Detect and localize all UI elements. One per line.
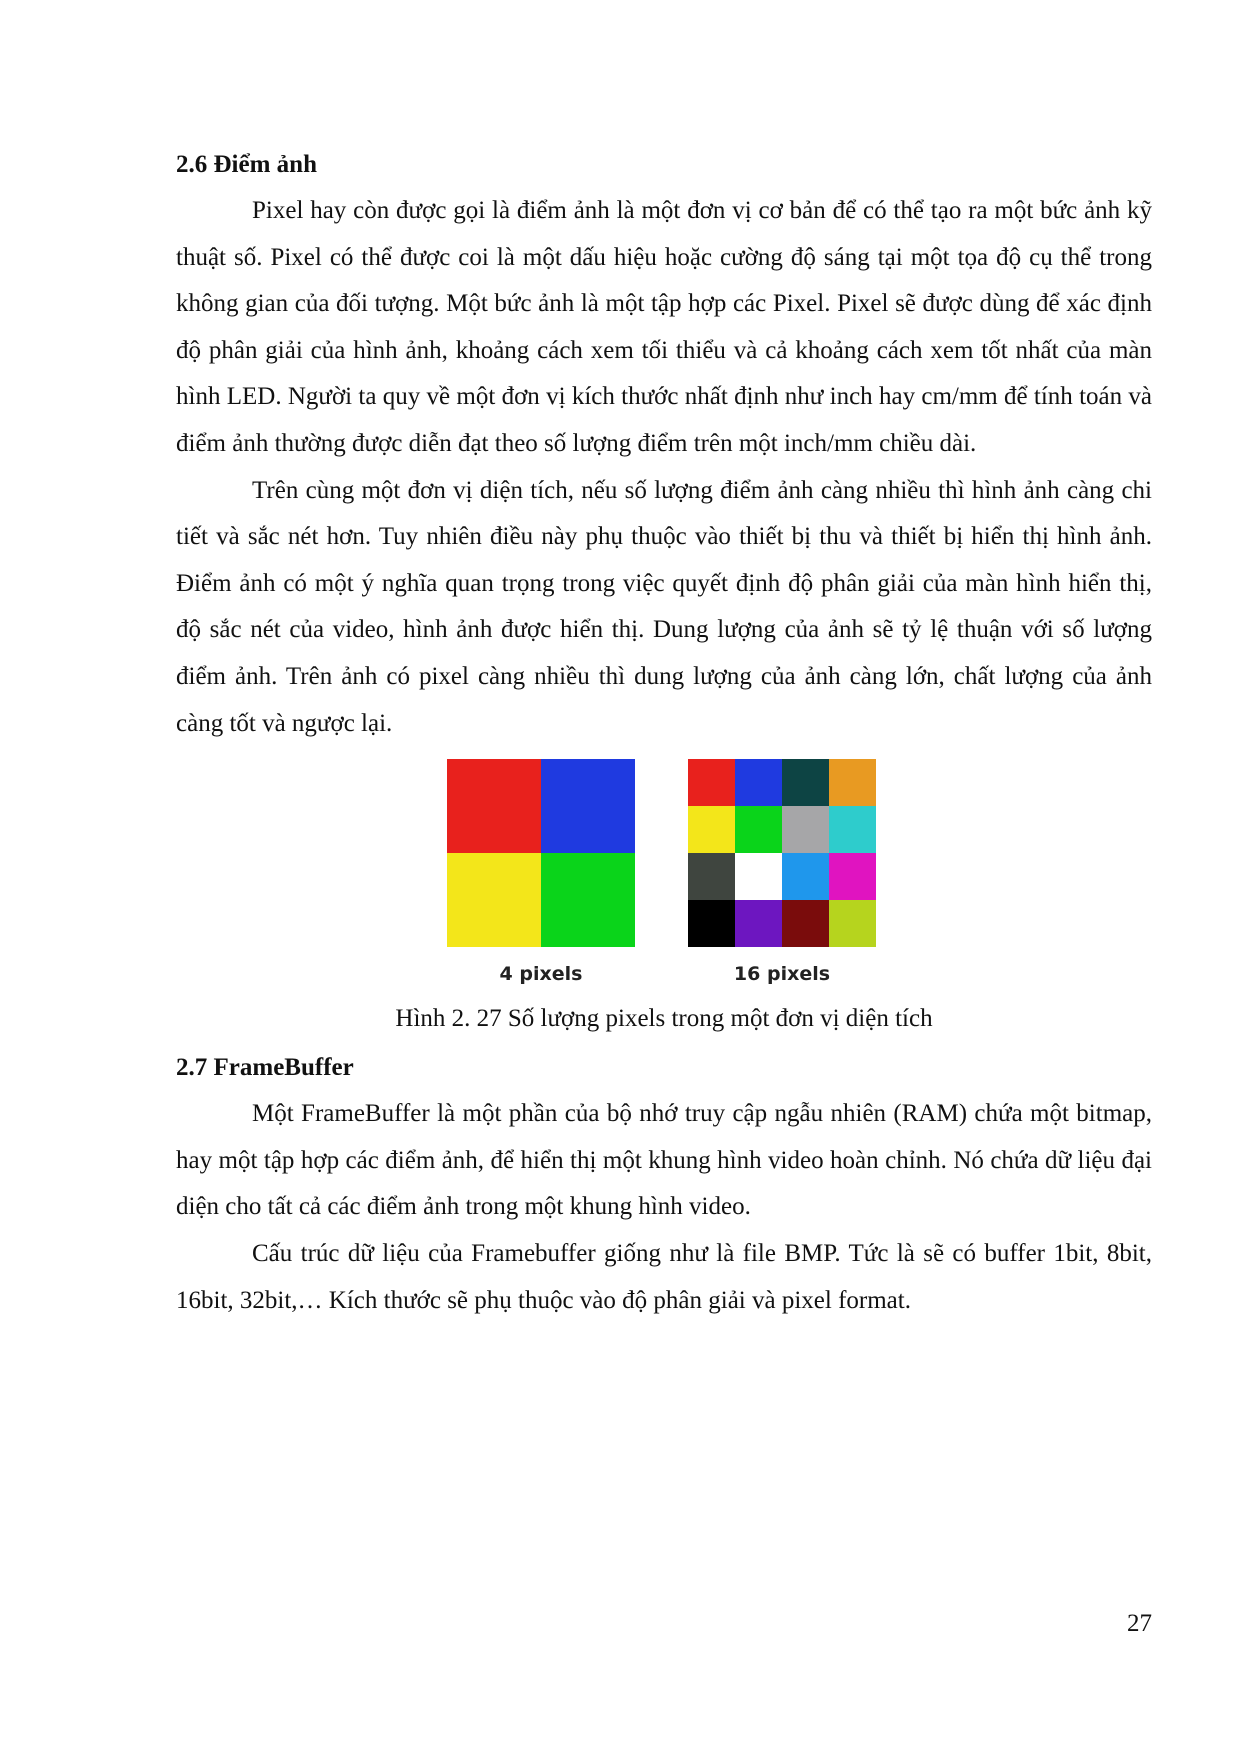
paragraph-pixel-density: Trên cùng một đơn vị diện tích, nếu số lượng điểm ảnh càng nhiều thì hình ảnh càng chi tiết và sắc nét hơn. Tuy nhiên điều này phụ thuộc vào thiết bị thu và thiết bị hiển thị hình ảnh. Điểm ảnh có một ý nghĩa quan trọng trong việc quyết định độ phân giải của màn hình hiển thị, độ sắc nét của video, hình ảnh được hiển thị. Dung lượng của ảnh sẽ tỷ lệ thuận với số lượng điểm ảnh. Trên ảnh có pixel càng nhiều thì dung lượng của ảnh càng lớn, chất lượng của ảnh càng tốt và ngược lại.	[176, 476, 1152, 737]
pixel-cell	[782, 900, 829, 947]
pixel-cell	[735, 759, 782, 806]
four-pixels-label: 4 pixels	[499, 963, 583, 986]
pixel-cell	[829, 853, 876, 900]
pixel-cell	[688, 900, 735, 947]
paragraph-framebuffer-definition: Một FrameBuffer là một phần của bộ nhớ truy cập ngẫu nhiên (RAM) chứa một bitmap, hay một tập hợp các điểm ảnh, để hiển thị một khung hình video hoàn chỉnh. Nó chứa dữ liệu đại diện cho tất cả các điểm ảnh trong một khung hình video.	[176, 1100, 1152, 1221]
sixteen-pixels-label: 16 pixels	[733, 963, 831, 986]
pixel-cell	[541, 759, 635, 853]
pixel-cell	[541, 853, 635, 947]
pixel-cell	[829, 759, 876, 806]
page-number: 27	[1127, 1610, 1152, 1637]
four-pixel-grid	[447, 759, 635, 947]
pixel-cell	[688, 759, 735, 806]
pixel-cell	[782, 853, 829, 900]
section-heading-2-6: 2.6 Điểm ảnh	[176, 151, 317, 178]
pixel-cell	[688, 806, 735, 853]
pixel-cell	[735, 806, 782, 853]
sixteen-pixel-grid	[688, 759, 876, 947]
pixel-cell	[735, 853, 782, 900]
pixel-cell	[782, 759, 829, 806]
pixel-comparison-figure	[176, 759, 1152, 999]
paragraph-pixel-definition: Pixel hay còn được gọi là điểm ảnh là một đơn vị cơ bản để có thể tạo ra một bức ảnh kỹ thuật số. Pixel có thể được coi là một dấu hiệu hoặc cường độ sáng tại một tọa độ cụ thể trong không gian của đối tượng. Một bức ảnh là một tập hợp các Pixel. Pixel sẽ được dùng để xác định độ phân giải của hình ảnh, khoảng cách xem tối thiểu và cả khoảng cách xem tốt nhất của màn hình LED. Người ta quy về một đơn vị kích thước nhất định như inch hay cm/mm để tính toán và điểm ảnh thường được diễn đạt theo số lượng điểm trên một inch/mm chiều dài.	[176, 197, 1152, 457]
pixel-cell	[829, 900, 876, 947]
section-heading-2-7: 2.7 FrameBuffer	[176, 1054, 354, 1082]
pixel-cell	[735, 900, 782, 947]
pixel-cell	[688, 853, 735, 900]
paragraph-framebuffer-structure: Cấu trúc dữ liệu của Framebuffer giống như là file BMP. Tức là sẽ có buffer 1bit, 8bit, 16bit, 32bit,… Kích thước sẽ phụ thuộc vào độ phân giải và pixel format.	[176, 1239, 1152, 1314]
figure-caption: Hình 2. 27 Số lượng pixels trong một đơn vị diện tích	[395, 1005, 933, 1033]
pixel-cell	[447, 759, 541, 853]
pixel-cell	[782, 806, 829, 853]
pixel-cell	[447, 853, 541, 947]
pixel-cell	[829, 806, 876, 853]
page-content	[176, 142, 1152, 1324]
